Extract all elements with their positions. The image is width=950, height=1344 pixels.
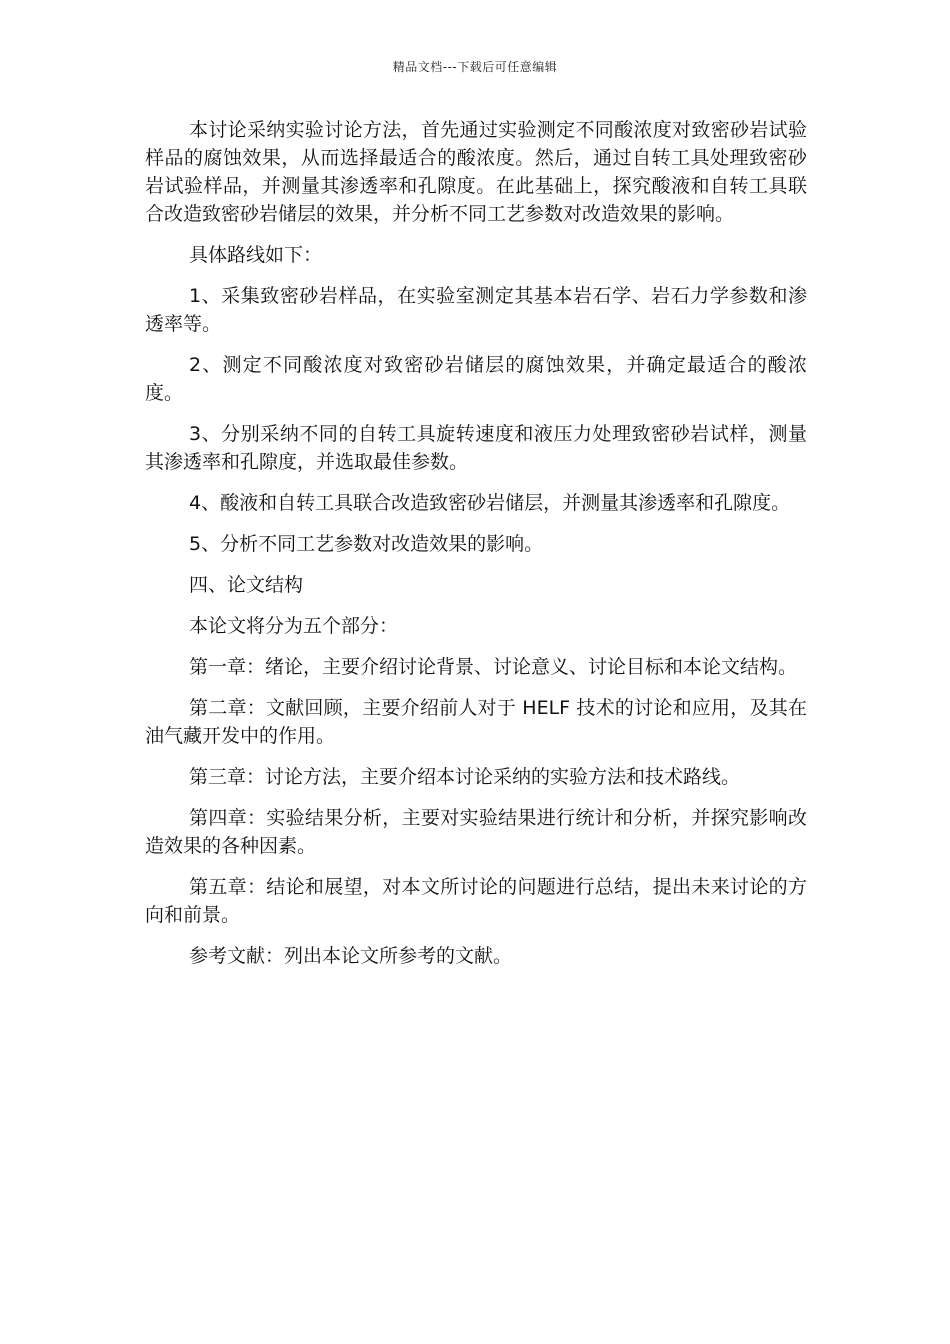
paragraph-route-step-1: 1、采集致密砂岩样品，在实验室测定其基本岩石学、岩石力学参数和渗透率等。	[145, 285, 807, 335]
paragraph-chapter-3: 第三章：讨论方法，主要介绍本讨论采纳的实验方法和技术路线。	[189, 766, 741, 788]
paragraph-chapter-5: 第五章：结论和展望，对本文所讨论的问题进行总结，提出未来讨论的方向和前景。	[145, 876, 807, 926]
paragraph-method-intro: 本讨论采纳实验讨论方法，首先通过实验测定不同酸浓度对致密砂岩试验样品的腐蚀效果，从而选择最适合的酸浓度。然后，通过自转工具处理致密砂岩试验样品，并测量其渗透率和孔隙度。在此基础上，探究酸液和自转工具联合改造致密砂岩储层的效果，并分析不同工艺参数对改造效果的影响。	[145, 119, 807, 225]
section-heading-structure: 四、论文结构	[189, 574, 304, 596]
paragraph-chapter-2: 第二章：文献回顾，主要介绍前人对于 HELF 技术的讨论和应用，及其在油气藏开发中的作用。	[145, 697, 807, 747]
paragraph-route-step-2: 2、测定不同酸浓度对致密砂岩储层的腐蚀效果，并确定最适合的酸浓度。	[145, 354, 807, 404]
paragraph-chapter-1: 第一章：绪论，主要介绍讨论背景、讨论意义、讨论目标和本论文结构。	[189, 656, 798, 678]
paragraph-route-heading: 具体路线如下：	[189, 244, 323, 266]
paragraph-route-step-5: 5、分析不同工艺参数对改造效果的影响。	[189, 533, 544, 555]
page-header: 精品文档---下载后可任意编辑	[392, 60, 558, 74]
paragraph-structure-intro: 本论文将分为五个部分：	[189, 615, 399, 637]
paragraph-route-step-3: 3、分别采纳不同的自转工具旋转速度和液压力处理致密砂岩试样，测量其渗透率和孔隙度，并选取最佳参数。	[145, 423, 807, 473]
paragraph-route-step-4: 4、酸液和自转工具联合改造致密砂岩储层，并测量其渗透率和孔隙度。	[189, 492, 791, 514]
paragraph-references: 参考文献：列出本论文所参考的文献。	[189, 945, 513, 967]
paragraph-chapter-4: 第四章：实验结果分析，主要对实验结果进行统计和分析，并探究影响改造效果的各种因素。	[145, 807, 807, 857]
document-body	[145, 116, 807, 983]
